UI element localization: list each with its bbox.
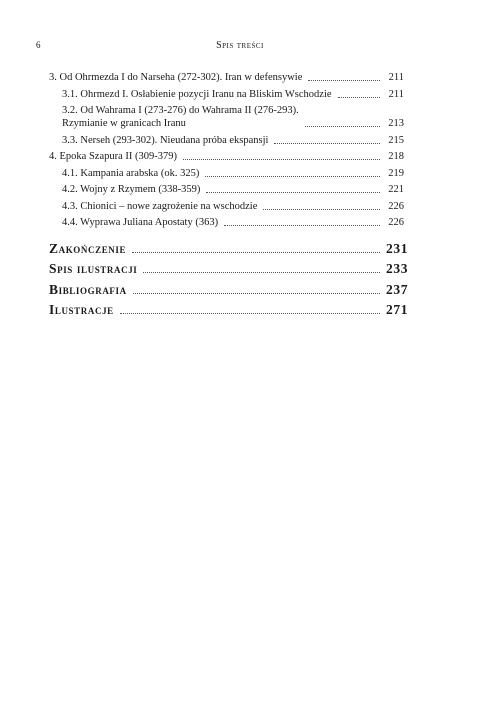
toc-entry-title: 4.2. Wojny z Rzymem (338-359): [62, 184, 201, 195]
dot-leader: [183, 158, 380, 160]
toc-entry-title: 4.1. Kampania arabska (ok. 325): [62, 167, 200, 179]
page-header: [36, 40, 444, 54]
dot-leader: [120, 312, 380, 314]
running-title: Spis treści: [216, 40, 264, 51]
toc-entry-title: 4.3. Chionici – nowe zagrożenie na wschodzie: [62, 200, 258, 212]
toc-entry[interactable]: [49, 216, 404, 229]
dot-leader: [132, 251, 380, 253]
toc-entry-page: 211: [388, 72, 404, 83]
toc-entry-page: 219: [388, 167, 404, 179]
toc-entry-title: 4.4. Wyprawa Juliana Apostaty (363): [62, 217, 219, 228]
dot-leader: [143, 271, 380, 273]
toc-entry-title: 3. Od Ohrmezda I do Narseha (272-302). Iran w defensywie: [49, 72, 303, 83]
toc-entry[interactable]: [49, 88, 404, 101]
dot-leader: [133, 292, 380, 294]
toc-entry-page: 226: [388, 200, 404, 212]
table-of-contents: [49, 71, 409, 323]
toc-entry[interactable]: [49, 183, 404, 196]
toc-entry-page: 215: [388, 134, 404, 146]
toc-entry-page: 221: [388, 184, 404, 195]
dot-leader: [205, 175, 380, 177]
toc-entry-title: [62, 104, 299, 130]
toc-chapter-page: 231: [386, 240, 409, 256]
toc-entry[interactable]: [49, 200, 404, 213]
toc-chapter[interactable]: [49, 240, 409, 257]
toc-chapter-title: Bibliografia: [49, 281, 127, 297]
toc-chapter[interactable]: [49, 261, 409, 277]
toc-entry-page: 226: [388, 217, 404, 228]
toc-entry-title-line1: 3.2. Od Wahrama I (273-276) do Wahrama II (276-293).: [62, 105, 299, 116]
toc-entry-title: 4. Epoka Szapura II (309-379): [49, 151, 177, 162]
dot-leader: [338, 96, 380, 98]
dot-leader: [308, 79, 380, 81]
toc-entry-page: 218: [388, 151, 404, 162]
toc-entry[interactable]: [49, 167, 404, 180]
toc-entry-page: 213: [388, 118, 404, 129]
toc-chapter-page: 233: [386, 261, 409, 276]
toc-chapter[interactable]: [49, 281, 409, 298]
toc-entry[interactable]: [49, 104, 404, 130]
toc-chapter-page: 271: [386, 302, 409, 317]
toc-chapter-title: Zakończenie: [49, 240, 127, 256]
toc-chapter-title: Spis ilustracji: [49, 261, 138, 276]
toc-chapter-title: Ilustracje: [49, 302, 114, 317]
section-gap: [49, 233, 404, 241]
toc-entry-title-line2: Rzymianie w granicach Iranu: [62, 118, 186, 129]
toc-chapter[interactable]: [49, 302, 409, 318]
toc-entry[interactable]: [49, 150, 404, 163]
toc-entry-title: 3.3. Nerseh (293-302). Nieudana próba ekspansji: [62, 134, 269, 146]
toc-entry-title: 3.1. Ohrmezd I. Osłabienie pozycji Iranu na Bliskim Wschodzie: [62, 88, 332, 100]
dot-leader: [274, 142, 380, 144]
dot-leader: [224, 224, 380, 226]
toc-entry-page: 211: [388, 88, 404, 100]
dot-leader: [263, 208, 380, 210]
dot-leader: [305, 125, 380, 127]
toc-entry[interactable]: [49, 71, 404, 84]
page-number: 6: [36, 40, 41, 50]
toc-chapter-page: 237: [386, 281, 409, 297]
dot-leader: [206, 191, 380, 193]
toc-entry[interactable]: [49, 134, 404, 147]
